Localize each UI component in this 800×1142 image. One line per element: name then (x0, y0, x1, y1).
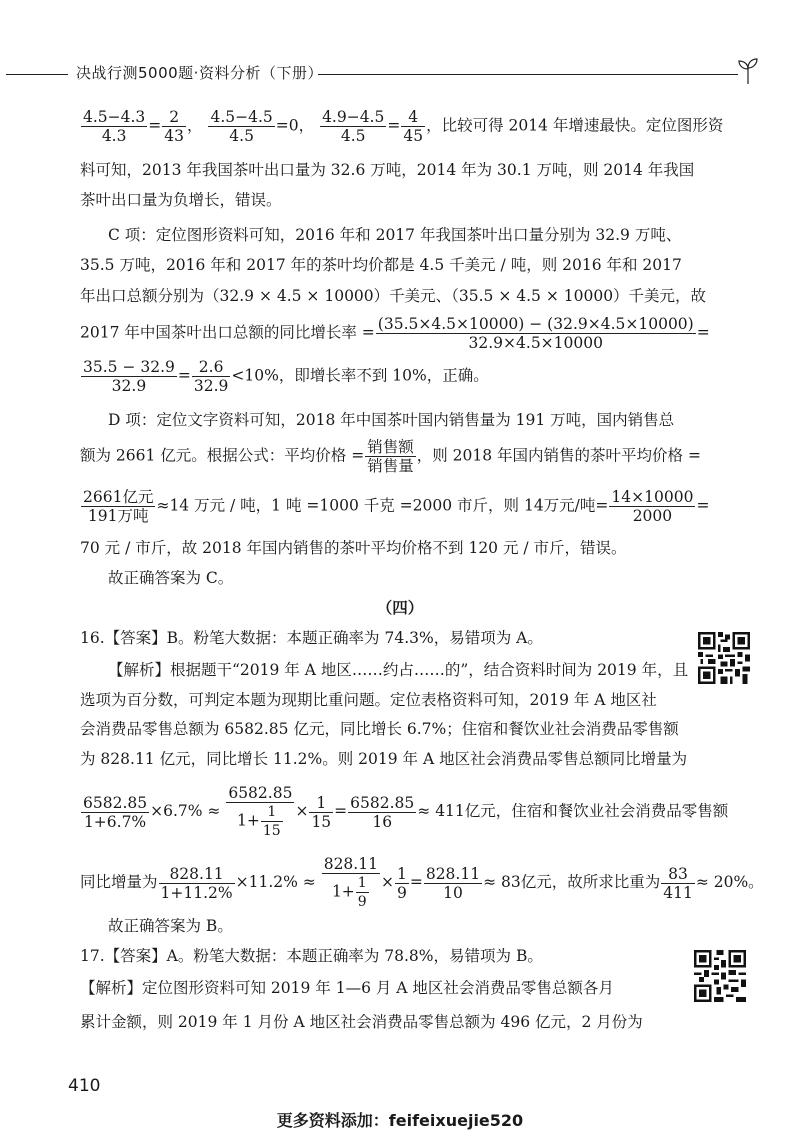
q16-formula-line-2: 同比增量为 $\frac{828.11}{1+11.2\%}$ ×11.2% ≈ 828.11 1+ $\frac{1}{9}$ × $\frac{1}{9}$ = $\frac{828.11}{10}$ ≈ 83亿元，故所求比重为 $\frac{83}{411}$ ≈ 20%。 (80, 855, 764, 910)
b-formula-line: $\frac{4.5-4.3}{4.3}$ = $\frac{2}{43}$ ， $\frac{4.5-4.5}{4.5}$ =0， $\frac{4.9-4.5}{4.5}$ = $\frac{4}{45}$ ，比较可得 2014 年增速最快。定位图形资 (83, 108, 724, 145)
paragraph-line: 选项为百分数，可判定本题为现期比重问题。定位表格资料可知，2019 年 A 地区社 (80, 691, 657, 709)
qr-code-icon (694, 950, 746, 1002)
header-rule-right (318, 74, 738, 75)
paragraph-line: 70 元 / 市斤，故 2018 年国内销售的茶叶平均价格不到 120 元 / 市斤，错误。 (80, 539, 627, 557)
q17-answer-head: 17.【答案】A。粉笔大数据：本题正确率为 78.8%，易错项为 B。 (80, 947, 543, 965)
paragraph-line: 茶叶出口量为负增长，错误。 (80, 191, 282, 209)
paragraph-line: 为 828.11 亿元，同比增长 11.2%。则 2019 年 A 地区社会消费品零售总额同比增量为 (80, 750, 688, 768)
q16-formula-line: $\frac{6582.85}{1+6.7\%}$ ×6.7% ≈ 6582.85 1+ $\frac{1}{15}$ × $\frac{1}{15}$ = $\frac{6582.85}{16}$ ≈ 411亿元，住宿和餐饮业社会消费品零售额 (83, 784, 729, 839)
answer-line: 故正确答案为 C。 (108, 569, 234, 587)
header-rule-left (6, 74, 68, 75)
paragraph-line: C 项：定位图形资料可知，2016 年和 2017 年我国茶叶出口量分别为 32.9 万吨、 (108, 226, 682, 244)
paragraph-line: D 项：定位文字资料可知，2018 年中国茶叶国内销售量为 191 万吨，国内销售总 (108, 411, 675, 429)
header-title: 决战行测5000题·资料分析（下册） (76, 64, 323, 82)
c-formula-line: 2017 年中国茶叶出口总额的同比增长率 = $\frac{(35.5\times 4.5\times 10000) - (32.9\times 4.5\times 10000)}{32.9\times 4.5\times 10000}$ = (80, 315, 710, 352)
paragraph-line: 会消费品零售总额为 6582.85 亿元，同比增长 6.7%；住宿和餐饮业社会消费品零售额 (80, 720, 679, 738)
paragraph-line: 累计金额，则 2019 年 1 月份 A 地区社会消费品零售总额为 496 亿元，2 月份为 (80, 1013, 643, 1031)
sprout-icon (736, 56, 760, 86)
answer-line: 故正确答案为 B。 (108, 917, 233, 935)
d-formula-line-2: $\frac{\text{2661亿元}}{\text{191万吨}}$ ≈14 万元 / 吨，1 吨 =1000 千克 =2000 市斤，则 14万元/吨= $\frac{14\times 10000}{2000}$ = (83, 488, 710, 525)
q16-answer-head: 16.【答案】B。粉笔大数据：本题正确率为 74.3%，易错项为 A。 (80, 629, 543, 647)
page-number: 410 (68, 1076, 101, 1096)
c-formula-line-2: $\frac{35.5 - 32.9}{32.9}$ = $\frac{2.6}{32.9}$ <10%，即增长率不到 10%，正确。 (83, 358, 489, 395)
d-formula-line: 额为 2661 亿元。根据公式：平均价格 = $\frac{\text{销售额}}{\text{销售量}}$ ，则 2018 年国内销售的茶叶平均价格 = (80, 438, 701, 475)
footer-note: 更多资料添加：feifeixuejie520 (276, 1111, 524, 1130)
paragraph-line: 【解析】根据题干“2019 年 A 地区……约占……的”，结合资料时间为 2019 年，且 (108, 661, 689, 679)
fraction: $\frac{4.5-4.3}{4.3}$ (83, 108, 146, 145)
section-heading: （四） (376, 598, 424, 617)
paragraph-line: 35.5 万吨，2016 年和 2017 年的茶叶均价都是 4.5 千美元 / 吨，则 2016 年和 2017 (80, 256, 682, 274)
running-header (0, 58, 800, 88)
paragraph-line: 料可知，2013 年我国茶叶出口量为 32.6 万吨，2014 年为 30.1 万吨，则 2014 年我国 (80, 161, 695, 179)
paragraph-line: 【解析】定位图形资料可知 2019 年 1—6 月 A 地区社会消费品零售总额各月 (80, 979, 614, 997)
paragraph-line: 年出口总额分别为（32.9 × 4.5 × 10000）千美元、（35.5 × 4.5 × 10000）千美元，故 (80, 287, 707, 305)
